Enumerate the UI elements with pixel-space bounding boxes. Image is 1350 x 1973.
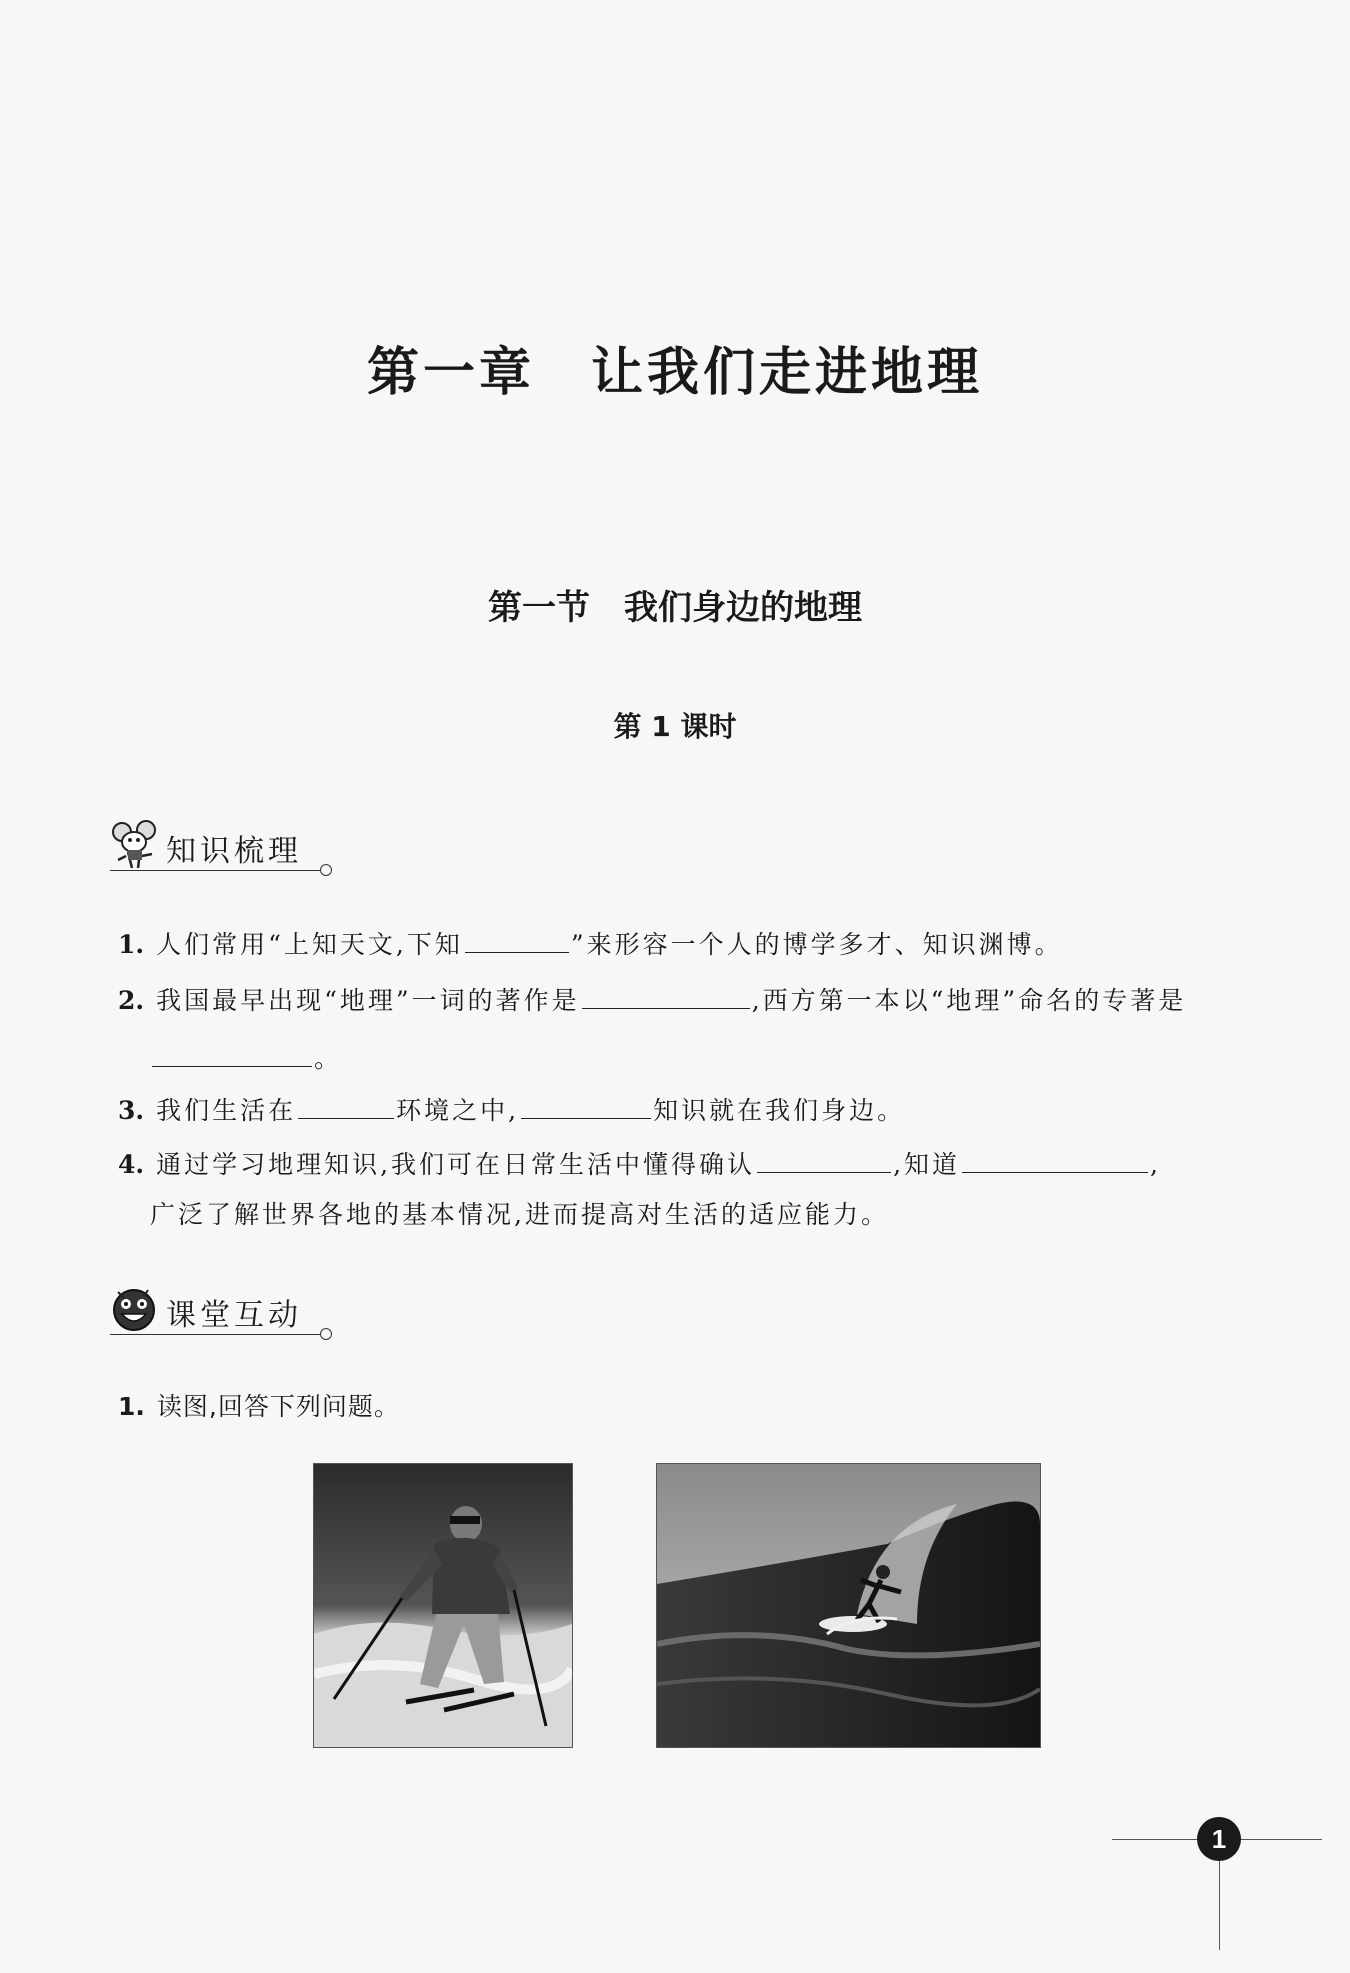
knowledge-question-2 [118,982,1186,1018]
question-text: ,西方第一本以“地理”命名的专著是 [751,986,1187,1015]
question-text: 环境之中, [396,1096,520,1125]
skier-photo [313,1463,573,1748]
answer-blank[interactable] [152,1040,312,1067]
lesson-title: 第 1 课时 [613,710,737,743]
footer-vertical-rule [1219,1850,1220,1950]
smiling-face-mascot-icon [108,1282,164,1338]
answer-blank[interactable] [521,1092,651,1119]
question-number: 1. [118,1392,145,1421]
mouse-mascot-icon [108,818,164,874]
answer-blank[interactable] [298,1092,394,1119]
question-text: ”来形容一个人的博学多才、知识渊博。 [570,930,1063,959]
question-number: 2. [118,986,145,1015]
answer-blank[interactable] [582,982,750,1009]
page-number: 1 [1197,1817,1241,1861]
footer-rule [1112,1839,1204,1840]
knowledge-question-4 [118,1146,1161,1182]
knowledge-question-2-line2 [150,1040,342,1076]
question-text: 。 [314,1044,343,1073]
answer-blank[interactable] [757,1146,891,1173]
question-text: 我国最早出现“地理”一词的著作是 [156,986,580,1015]
question-text: 读图,回答下列问题。 [156,1392,400,1421]
question-text: 人们常用“上知天文,下知 [156,930,463,959]
question-number: 1. [118,930,145,959]
interaction-heading [108,1282,338,1342]
question-text: 知识就在我们身边。 [653,1096,906,1125]
knowledge-heading [108,818,338,878]
surfer-photo [656,1463,1041,1748]
section-title: 第一节 我们身边的地理 [488,588,862,628]
heading-rule [110,1334,320,1335]
question-text: 我们生活在 [156,1096,297,1125]
chapter-title: 第一章 让我们走进地理 [366,343,983,403]
heading-dot [320,864,332,876]
answer-blank[interactable] [465,926,569,953]
knowledge-question-1 [118,926,1063,962]
knowledge-heading-label: 知识梳理 [166,834,302,869]
interaction-question-1 [118,1390,400,1424]
heading-rule [110,870,320,871]
knowledge-question-3 [118,1092,905,1128]
answer-blank[interactable] [962,1146,1148,1173]
interaction-heading-label: 课堂互动 [166,1298,302,1333]
footer-rule [1240,1839,1322,1840]
knowledge-question-4-line2: 广泛了解世界各地的基本情况,进而提高对生活的适应能力。 [150,1200,889,1229]
heading-dot [320,1328,332,1340]
question-number: 4. [118,1150,145,1179]
question-text: , [1150,1150,1161,1179]
question-text: 通过学习地理知识,我们可在日常生活中懂得确认 [156,1150,756,1179]
question-number: 3. [118,1096,145,1125]
question-text: ,知道 [893,1150,961,1179]
